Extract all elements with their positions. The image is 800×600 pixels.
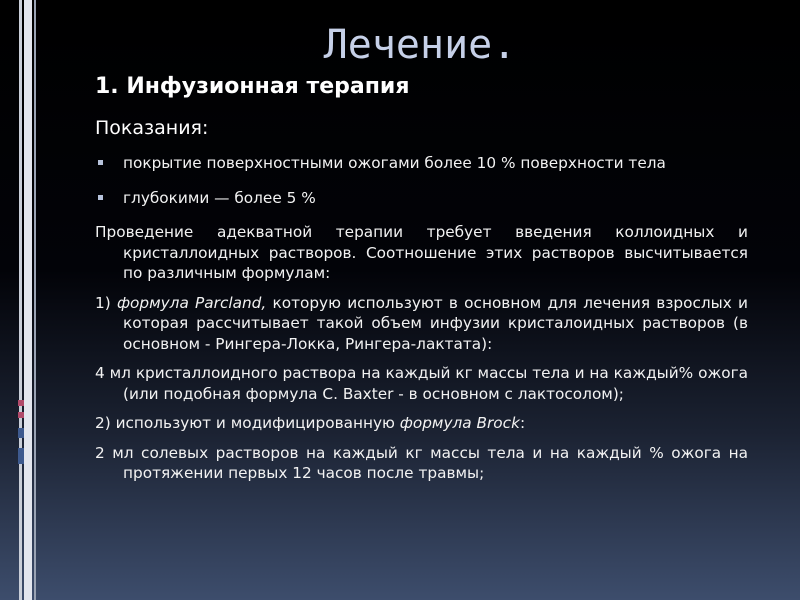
paragraph-text: которую используют в основном для лечения взрослых и которая рассчитывает такой объем инфузии кристалоидных растворов (в основном - Рингера-Локка, Рингера-лактата): <box>123 293 748 353</box>
paragraph-text: 2 мл солевых растворов на каждый кг массы тела и на каждый % ожога на протяжении первых 12 часов после травмы; <box>95 443 748 482</box>
bullet-text: покрытие поверхностными ожогами более 10 % поверхности тела <box>123 154 666 172</box>
bullet-item <box>95 153 748 174</box>
stripe-line <box>19 0 22 600</box>
indications-label: Показания: <box>95 117 209 139</box>
bullet-item <box>95 188 748 209</box>
stripe-accent <box>18 412 24 418</box>
square-bullet-icon <box>98 195 103 200</box>
formula-name: формула Brock <box>399 414 520 432</box>
punctuation: : <box>519 414 526 432</box>
paragraph-text: Проведение адекватной терапии требует введения коллоидных и кристаллоидных растворов. Соотношение этих растворов высчитывается по различным формулам: <box>95 223 748 282</box>
paragraph-therapy <box>95 222 748 284</box>
paragraph-dosage-1 <box>95 363 748 404</box>
paragraph-text: 2) используют и модифицированную <box>95 414 395 432</box>
stripe-accent <box>18 428 24 438</box>
item-number: 1) <box>95 293 111 312</box>
paragraph-text: 4 мл кристаллоидного раствора на каждый кг массы тела и на каждый% ожога (или подобная формула С. Baxter - в основном с лактосолом); <box>95 364 748 403</box>
paragraph-brock <box>95 413 748 434</box>
bullet-text: глубокими — более 5 % <box>123 188 316 207</box>
formula-name: формула Parcland, <box>116 293 267 312</box>
stripe-line <box>34 0 36 600</box>
paragraph-parcland <box>95 293 748 355</box>
slide-title: Лечение. <box>323 22 517 68</box>
stripe-accent <box>18 448 24 464</box>
stripe-line <box>24 0 32 600</box>
paragraph-dosage-2 <box>95 443 748 484</box>
section-heading: 1. Инфузионная терапия <box>95 74 410 99</box>
square-bullet-icon <box>98 160 103 165</box>
slide-body <box>95 153 748 493</box>
stripe-accent <box>18 400 24 406</box>
decorative-stripes <box>0 0 40 600</box>
